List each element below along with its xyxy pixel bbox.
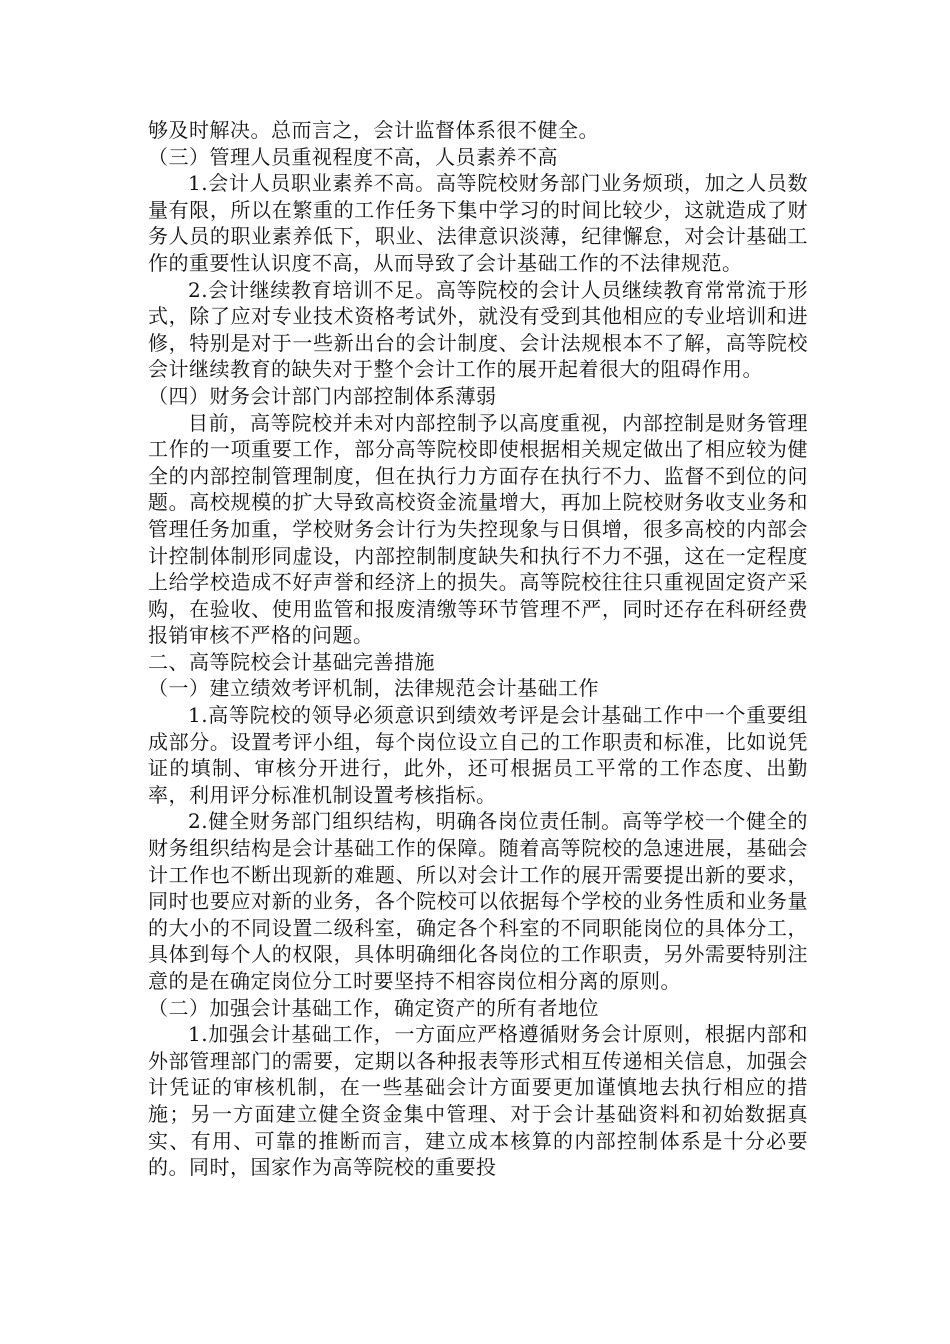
section-heading-3: （三）管理人员重视程度不高，人员素养不高: [148, 144, 558, 169]
section-heading-2: （二）加强会计基础工作，确定资产的所有者地位: [148, 995, 599, 1020]
body-paragraph: 1.会计人员职业素养不高。高等院校财务部门业务烦琐，加之人员数量有限，所以在繁重的工作任务下集中学习的时间比较少，这就造成了财务人员的职业素养低下，职业、法律意识淡薄，纪律懈怠，对会计基础工作的重要性认识度不高，从而导致了会计基础工作的不法律规范。: [148, 171, 808, 275]
body-paragraph: 2.会计继续教育培训不足。高等院校的会计人员继续教育常常流于形式，除了应对专业技术资格考试外，就没有受到其他相应的专业培训和进修，特别是对于一些新出台的会计制度、会计法规根本不了解，高等院校会计继续教育的缺失对于整个会计工作的展开起着很大的阻碍作用。: [148, 277, 808, 382]
chapter-heading-2: 二、高等院校会计基础完善措施: [148, 649, 435, 674]
section-heading-1: （一）建立绩效考评机制，法律规范会计基础工作: [148, 676, 599, 701]
body-paragraph: 2.健全财务部门组织结构，明确各岗位责任制。高等学校一个健全的财务组织结构是会计基础工作的保障。随着高等院校的急速进展，基础会计工作也不断出现新的难题、所以对会计工作的展开需要提出新的要求，同时也要应对新的业务，各个院校可以依据每个学校的业务性质和业务量的大小的不同设置二级科室，确定各个科室的不同职能岗位的具体分工，具体到每个人的权限，具体明确细化各岗位的工作职责，另外需要特别注意的是在确定岗位分工时要坚持不相容岗位相分离的原则。: [148, 809, 808, 993]
body-paragraph: 1.高等院校的领导必须意识到绩效考评是会计基础工作中一个重要组成部分。设置考评小组，每个岗位设立自己的工作职责和标准，比如说凭证的填制、审核分开进行，此外，还可根据员工平常的工作态度、出勤率，利用评分标准机制设置考核指标。: [148, 703, 808, 807]
paragraph-continuation: 够及时解决。总而言之，会计监督体系很不健全。: [148, 118, 599, 142]
section-heading-4: （四）财务会计部门内部控制体系薄弱: [148, 383, 497, 408]
document-body: [148, 117, 808, 1181]
body-paragraph: 1.加强会计基础工作，一方面应严格遵循财务会计原则，根据内部和外部管理部门的需要，定期以各种报表等形式相互传递相关信息，加强会计凭证的审核机制，在一些基础会计方面要更加谨慎地去执行相应的措施；另一方面建立健全资金集中管理、对于会计基础资料和初始数据真实、有用、可靠的推断而言，建立成本核算的内部控制体系是十分必要的。同时，国家作为高等院校的重要投: [148, 1022, 808, 1180]
body-paragraph: 目前，高等院校并未对内部控制予以高度重视，内部控制是财务管理工作的一项重要工作，部分高等院校即使根据相关规定做出了相应较为健全的内部控制管理制度，但在执行力方面存在执行不力、监督不到位的问题。高校规模的扩大导致高校资金流量增大，再加上院校财务收支业务和管理任务加重，学校财务会计行为失控现象与日俱增，很多高校的内部会计控制体制形同虚设，内部控制制度缺失和执行不力不强，这在一定程度上给学校造成不好声誉和经济上的损失。高等院校往往只重视固定资产采购，在验收、使用监管和报废清缴等环节管理不严，同时还存在科研经费报销审核不严格的问题。: [148, 410, 808, 648]
